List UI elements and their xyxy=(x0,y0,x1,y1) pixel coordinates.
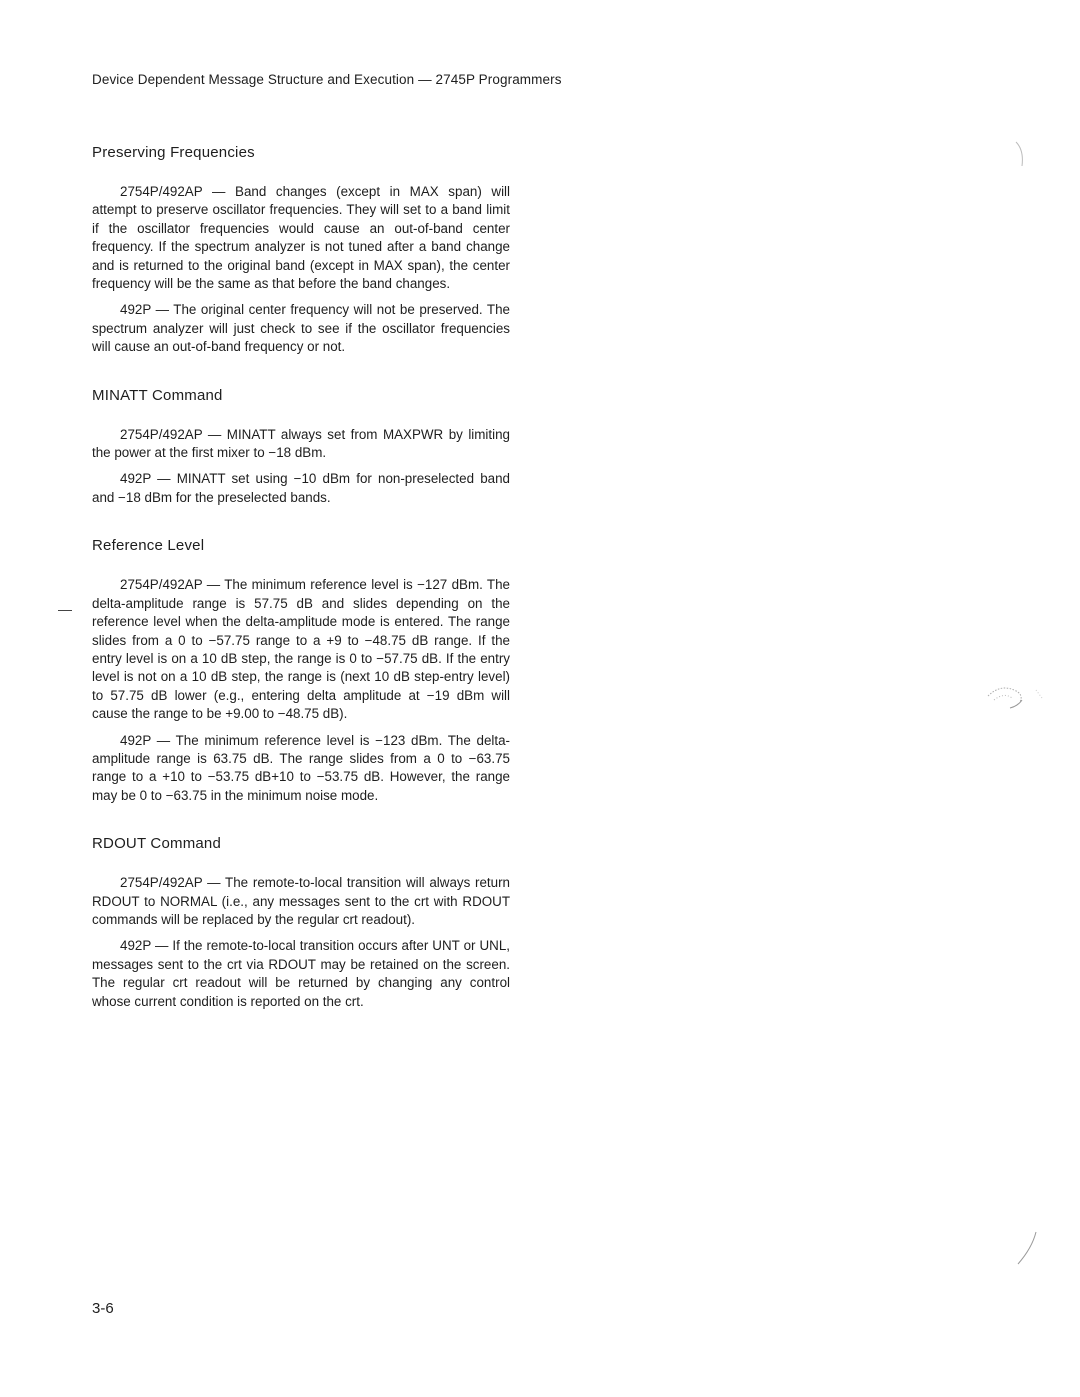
paragraph xyxy=(92,426,510,463)
paragraph xyxy=(92,576,510,723)
section-heading: RDOUT Command xyxy=(92,835,222,853)
paragraph-lead: 492P — xyxy=(120,471,171,487)
paragraph-lead: 492P — xyxy=(120,938,169,954)
paragraph-body: MINATT set using −10 dBm for non-preselected band and −18 dBm for the preselected bands. xyxy=(92,471,510,505)
section-preserving-frequencies xyxy=(92,144,510,357)
section-heading: Preserving Frequencies xyxy=(92,144,255,161)
scan-smudge-icon xyxy=(980,676,1050,716)
paragraph-body: The minimum reference level is −127 dBm. The delta-amplitude range is 57.75 dB and slides depending on the reference level when the delta-amplitude mode is entered. The range slides from a 0 to −57.75 range to a +9 to −48.75 dB range. If the entry level is on a 10 dB step, the range is 0 to −57.75 dB. If the entry level is not on a 10 dB step, the range is (next 10 dB step-entry level) to 57.75 dB lower (e.g., entering delta amplitude at −19 dBm will cause the range to be +9.00 to −48.75 dB). xyxy=(92,577,511,722)
paragraph-body: The minimum reference level is −123 dBm. The delta-amplitude range is 63.75 dB. The range slides from a 0 to −63.75 range to a +10 to −53.75 dB+10 to −53.75 dB. However, the range may be 0 to −63.75 in the minimum noise mode. xyxy=(92,732,510,803)
paragraph-lead: 2754P/492AP — xyxy=(120,426,222,442)
paragraph xyxy=(92,301,510,356)
paragraph xyxy=(92,183,510,293)
paragraph-lead: 492P — xyxy=(120,732,171,748)
section-heading: MINATT Command xyxy=(92,386,223,404)
paragraph-lead: 2754P/492AP — xyxy=(120,577,221,593)
paragraph xyxy=(92,732,510,806)
paragraph-lead: 2754P/492AP — xyxy=(120,875,221,891)
margin-mark xyxy=(58,610,72,611)
paragraph xyxy=(92,470,510,507)
paragraph xyxy=(92,874,510,929)
paragraph-body: MINATT always set from MAXPWR by limiting the power at the first mixer to −18 dBm. xyxy=(92,426,510,461)
paragraph-body: Band changes (except in MAX span) will attempt to preserve oscillator frequencies. They will set to a band limit if the oscillator frequencies would cause an out-of-band center frequency. If the spectrum analyzer is not tuned after a band change and is returned to the original band (except in MAX span), the center frequency will be the same as that before the band changes. xyxy=(92,184,510,292)
paragraph-body: The remote-to-local transition will always return RDOUT to NORMAL (i.e., any messages sent to the crt with RDOUT commands will be replaced by the regular crt readout). xyxy=(92,875,511,927)
section-rdout-command xyxy=(92,835,510,1011)
section-minatt-command xyxy=(92,387,510,508)
paragraph-lead: 492P — xyxy=(120,302,169,318)
paragraph xyxy=(92,937,510,1011)
paragraph-body: The original center frequency will not be preserved. The spectrum analyzer will just check to see if the oscillator frequencies will cause an out-of-band frequency or not. xyxy=(92,302,510,355)
section-reference-level xyxy=(92,537,510,805)
content-column xyxy=(92,144,510,1041)
page-header: Device Dependent Message Structure and Execution — 2745P Programmers xyxy=(92,72,562,87)
scan-artifact-icon xyxy=(1010,140,1030,170)
paragraph-lead: 2754P/492AP — xyxy=(120,184,226,199)
scan-artifact-icon xyxy=(1010,1230,1040,1270)
paragraph-body: If the remote-to-local transition occurs after UNT or UNL, messages sent to the crt via RDOUT may be retained on the screen. The regular crt readout will be returned by changing any control whose current condition is reported on the crt. xyxy=(92,938,510,1009)
section-heading: Reference Level xyxy=(92,537,205,555)
page-number: 3-6 xyxy=(92,1300,114,1317)
